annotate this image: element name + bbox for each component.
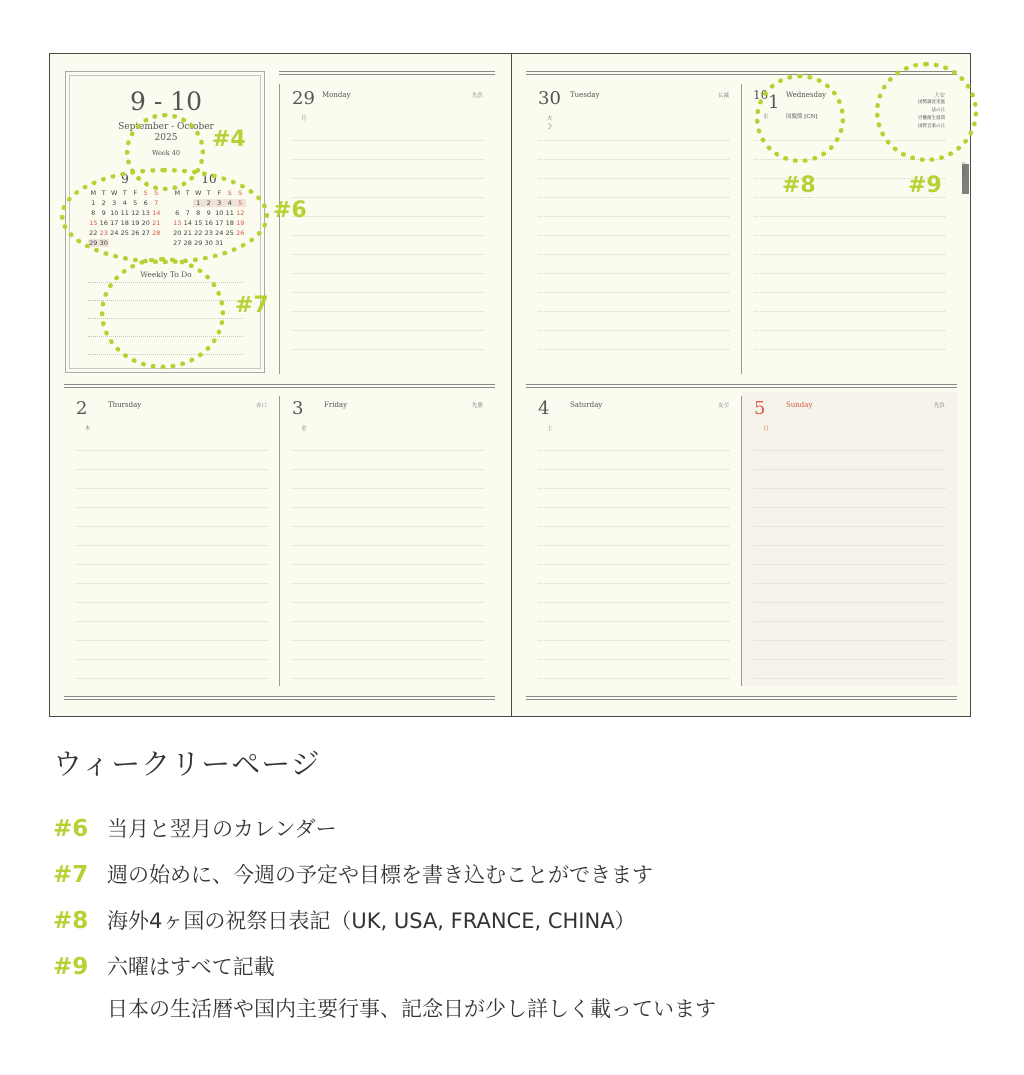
feature-extra-text: 日本の生活暦や国内主要行事、記念日が少し詳しく載っています	[107, 997, 716, 1021]
writing-line	[76, 678, 267, 679]
writing-line	[754, 564, 945, 565]
calendar-day: 22	[89, 229, 98, 237]
writing-line	[76, 469, 267, 470]
calendar-day: 26	[131, 229, 140, 237]
writing-line	[754, 469, 945, 470]
writing-line	[538, 621, 729, 622]
writing-line	[292, 602, 483, 603]
calendar-day: 24	[215, 229, 224, 237]
writing-line	[538, 450, 729, 451]
calendar-day: 16	[204, 219, 213, 227]
day-kanji: 金	[301, 426, 307, 432]
callout-label-4: #4	[212, 127, 246, 152]
calendar-day: 8	[91, 209, 96, 217]
calendar-day: 10	[110, 209, 119, 217]
rokuyo: 赤口	[255, 403, 267, 409]
writing-line	[538, 583, 729, 584]
writing-line	[754, 602, 945, 603]
calendar-day: 4	[225, 199, 236, 207]
writing-line	[538, 292, 729, 293]
writing-line	[754, 526, 945, 527]
writing-line	[754, 659, 945, 660]
writing-line	[292, 216, 483, 217]
writing-line	[538, 564, 729, 565]
writing-line	[754, 545, 945, 546]
weekly-todo-title: Weekly To Do	[140, 270, 192, 279]
writing-line	[538, 602, 729, 603]
writing-line	[292, 678, 483, 679]
week-number: Week 40	[151, 149, 181, 157]
calendar-day: 18	[120, 219, 129, 227]
mid-rule	[526, 384, 957, 388]
callout-circle-7	[100, 257, 225, 369]
weekday-header: T	[206, 189, 211, 197]
date-range: 9 - 10	[129, 87, 203, 116]
day-monday[interactable]	[280, 82, 495, 374]
day-name: Tuesday	[570, 91, 600, 99]
writing-line	[76, 659, 267, 660]
writing-line	[76, 602, 267, 603]
writing-line	[754, 349, 945, 350]
weekday-header: S	[227, 189, 232, 197]
calendar-day: 17	[215, 219, 224, 227]
writing-line	[538, 507, 729, 508]
calendar-day: 15	[194, 219, 203, 227]
writing-line	[538, 469, 729, 470]
calendar-day: 7	[154, 199, 159, 207]
day-number: 1	[768, 92, 780, 113]
writing-line	[76, 488, 267, 489]
weekday-header: W	[111, 189, 118, 197]
calendar-day: 1	[193, 199, 204, 207]
calendar-day: 27	[141, 229, 150, 237]
writing-line	[754, 216, 945, 217]
feature-number: #7	[53, 862, 89, 888]
writing-line	[754, 640, 945, 641]
bottom-rule	[64, 696, 495, 700]
writing-line	[538, 545, 729, 546]
callout-label-9: #9	[908, 173, 942, 198]
writing-line	[292, 254, 483, 255]
feature-number: #9	[53, 954, 89, 980]
day-thursday[interactable]	[64, 392, 279, 686]
weekday-header: W	[195, 189, 202, 197]
day-name: Sunday	[786, 401, 813, 409]
calendar-day: 15	[89, 219, 98, 227]
writing-line	[292, 140, 483, 141]
event-item: 国際音楽の日	[918, 124, 945, 129]
writing-line	[292, 159, 483, 160]
calendar-day: 19	[131, 219, 140, 227]
writing-line	[538, 140, 729, 141]
writing-line	[538, 254, 729, 255]
writing-line	[292, 197, 483, 198]
calendar-day: 5	[133, 199, 138, 207]
calendar-day: 2	[101, 199, 106, 207]
calendar-day: 31	[215, 239, 224, 247]
writing-line	[538, 216, 729, 217]
writing-line	[292, 450, 483, 451]
writing-line	[292, 469, 483, 470]
calendar-day: 19	[236, 219, 245, 227]
feature-item	[53, 951, 275, 981]
calendar-month-title: 9	[121, 172, 129, 186]
calendar-day: 3	[214, 199, 225, 207]
writing-line	[292, 488, 483, 489]
calendar-month-title: 10	[201, 172, 217, 186]
feature-item	[53, 905, 636, 935]
day-kanji: 水	[763, 114, 769, 120]
writing-line	[292, 507, 483, 508]
weekday-header: S	[143, 189, 148, 197]
day-name: Wednesday	[786, 91, 827, 99]
calendar-day: 11	[225, 209, 234, 217]
event-item: 国勢調査実施	[918, 100, 945, 105]
writing-line	[292, 526, 483, 527]
writing-line	[754, 330, 945, 331]
calendar-day: 17	[110, 219, 119, 227]
calendar-day: 11	[120, 209, 129, 217]
writing-line	[292, 311, 483, 312]
writing-line	[538, 178, 729, 179]
day-friday[interactable]	[280, 392, 495, 686]
calendar-day: 24	[110, 229, 119, 237]
writing-line	[76, 564, 267, 565]
writing-line	[76, 621, 267, 622]
rokuyo: 大安	[933, 93, 945, 99]
writing-line	[754, 621, 945, 622]
rokuyo: 先負	[933, 403, 945, 409]
calendar-day: 28	[152, 229, 161, 237]
calendar-day: 6	[143, 199, 148, 207]
day-kanji: 月	[301, 116, 307, 122]
day-name: Monday	[322, 91, 351, 99]
writing-line	[538, 488, 729, 489]
writing-line	[538, 349, 729, 350]
month-names: September - October	[118, 122, 214, 132]
writing-line	[76, 507, 267, 508]
writing-line	[754, 488, 945, 489]
writing-line	[754, 273, 945, 274]
callout-circle-6	[60, 168, 269, 264]
mid-rule	[64, 384, 495, 388]
weekday-header: T	[122, 189, 127, 197]
calendar-day: 1	[91, 199, 96, 207]
writing-line	[76, 583, 267, 584]
calendar-day: 7	[185, 209, 190, 217]
writing-line	[292, 330, 483, 331]
writing-line	[754, 311, 945, 312]
callout-circle-8	[755, 74, 845, 163]
feature-text: 海外4ヶ国の祝祭日表記（UK, USA, FRANCE, CHINA）	[107, 909, 636, 933]
event-item: 労働衛生週間	[918, 116, 945, 121]
callout-label-7: #7	[235, 293, 269, 318]
calendar-day: 27	[173, 239, 182, 247]
day-sunday[interactable]	[742, 392, 957, 686]
writing-line	[754, 450, 945, 451]
writing-line	[754, 507, 945, 508]
weekday-header: F	[217, 189, 222, 197]
calendar-day: 14	[152, 209, 161, 217]
writing-line	[292, 292, 483, 293]
day-kanji: 木	[85, 426, 91, 432]
rokuyo: 友引	[717, 403, 729, 409]
day-kanji: 土	[547, 426, 553, 432]
writing-line	[538, 197, 729, 198]
feature-item	[53, 813, 337, 843]
writing-line	[538, 330, 729, 331]
writing-line	[754, 292, 945, 293]
day-number: 29	[292, 88, 315, 109]
writing-line	[292, 659, 483, 660]
feature-text: 六曜はすべて記載	[107, 955, 275, 979]
calendar-day: 9	[206, 209, 211, 217]
writing-line	[538, 235, 729, 236]
writing-line	[538, 678, 729, 679]
calendar-day: 30	[204, 239, 213, 247]
writing-line	[292, 349, 483, 350]
calendar-day: 25	[120, 229, 129, 237]
calendar-day: 21	[183, 229, 192, 237]
writing-line	[292, 545, 483, 546]
calendar-day: 9	[101, 209, 106, 217]
writing-line	[292, 583, 483, 584]
day-name: Friday	[324, 401, 348, 409]
calendar-day: 5	[235, 199, 246, 207]
rokuyo: 先負	[471, 93, 483, 99]
writing-line	[754, 235, 945, 236]
writing-line	[754, 678, 945, 679]
calendar-day: 23	[99, 229, 108, 237]
calendar-day: 23	[204, 229, 213, 237]
calendar-day: 8	[196, 209, 201, 217]
writing-line	[76, 545, 267, 546]
writing-line	[292, 235, 483, 236]
writing-line	[292, 621, 483, 622]
callout-label-6: #6	[273, 198, 307, 223]
calendar-day: 26	[236, 229, 245, 237]
day-saturday[interactable]	[526, 392, 741, 686]
day-kanji: 日	[763, 426, 769, 432]
weekday-header: M	[90, 189, 97, 197]
feature-text: 週の始めに、今週の予定や目標を書き込むことができます	[107, 863, 653, 887]
rokuyo: 先勝	[471, 403, 483, 409]
writing-line	[76, 450, 267, 451]
calendar-day: 22	[194, 229, 203, 237]
calendar-day: 20	[141, 219, 150, 227]
calendar-day: 13	[173, 219, 182, 227]
event-item: 法の日	[931, 108, 945, 113]
calendar-day: 20	[173, 229, 182, 237]
weekday-header: F	[133, 189, 138, 197]
calendar-day: 3	[112, 199, 117, 207]
calendar-day: 25	[225, 229, 234, 237]
rokuyo: 仏滅	[717, 93, 729, 99]
feature-number: #8	[53, 908, 89, 934]
calendar-day: 4	[122, 199, 127, 207]
callout-circle-9	[875, 62, 978, 162]
weekday-header: S	[154, 189, 159, 197]
day-kanji: 火	[547, 116, 553, 122]
weekday-header: T	[185, 189, 190, 197]
calendar-day: 14	[183, 219, 192, 227]
weekday-header: M	[174, 189, 181, 197]
day-name: Thursday	[108, 401, 142, 409]
calendar-day: 16	[99, 219, 108, 227]
writing-line	[292, 273, 483, 274]
writing-line	[538, 159, 729, 160]
weekday-header: T	[101, 189, 106, 197]
calendar-day: 13	[141, 209, 150, 217]
calendar-day: 10	[215, 209, 224, 217]
calendar-day: 28	[183, 239, 192, 247]
moon-phase-icon: ☽	[545, 122, 553, 131]
month-prefix: 10	[753, 88, 769, 102]
calendar-day: 29	[89, 239, 98, 247]
calendar-day: 30	[99, 239, 108, 247]
day-number: 5	[754, 398, 766, 419]
feature-text: 当月と翌月のカレンダー	[107, 817, 337, 841]
writing-line	[76, 640, 267, 641]
foreign-holiday: 国慶節 [CN]	[786, 114, 818, 120]
writing-line	[754, 254, 945, 255]
calendar-day: 21	[152, 219, 161, 227]
writing-line	[76, 526, 267, 527]
calendar-day: 18	[225, 219, 234, 227]
calendar-day: 29	[194, 239, 203, 247]
bottom-rule	[526, 696, 957, 700]
writing-line	[538, 659, 729, 660]
left-page	[50, 54, 510, 716]
year: 2025	[154, 133, 178, 143]
day-number: 2	[76, 398, 88, 419]
calendar-day: 2	[204, 199, 215, 207]
writing-line	[292, 178, 483, 179]
writing-line	[538, 640, 729, 641]
calendar-day: 12	[131, 209, 140, 217]
day-number: 4	[538, 398, 550, 419]
weekday-header: S	[238, 189, 243, 197]
day-tuesday[interactable]	[526, 82, 741, 374]
writing-line	[292, 564, 483, 565]
day-name: Saturday	[570, 401, 603, 409]
writing-line	[538, 526, 729, 527]
writing-line	[538, 273, 729, 274]
month-tab-label: October	[961, 162, 966, 179]
writing-line	[754, 583, 945, 584]
calendar-day: 12	[236, 209, 245, 217]
callout-label-8: #8	[782, 173, 816, 198]
writing-line	[538, 311, 729, 312]
calendar-day: 6	[175, 209, 180, 217]
feature-number: #6	[53, 816, 89, 842]
section-heading: ウィークリーページ	[53, 747, 321, 781]
day-number: 30	[538, 88, 561, 109]
writing-line	[292, 640, 483, 641]
top-rule	[279, 71, 495, 75]
day-number: 3	[292, 398, 304, 419]
feature-item	[53, 859, 653, 889]
